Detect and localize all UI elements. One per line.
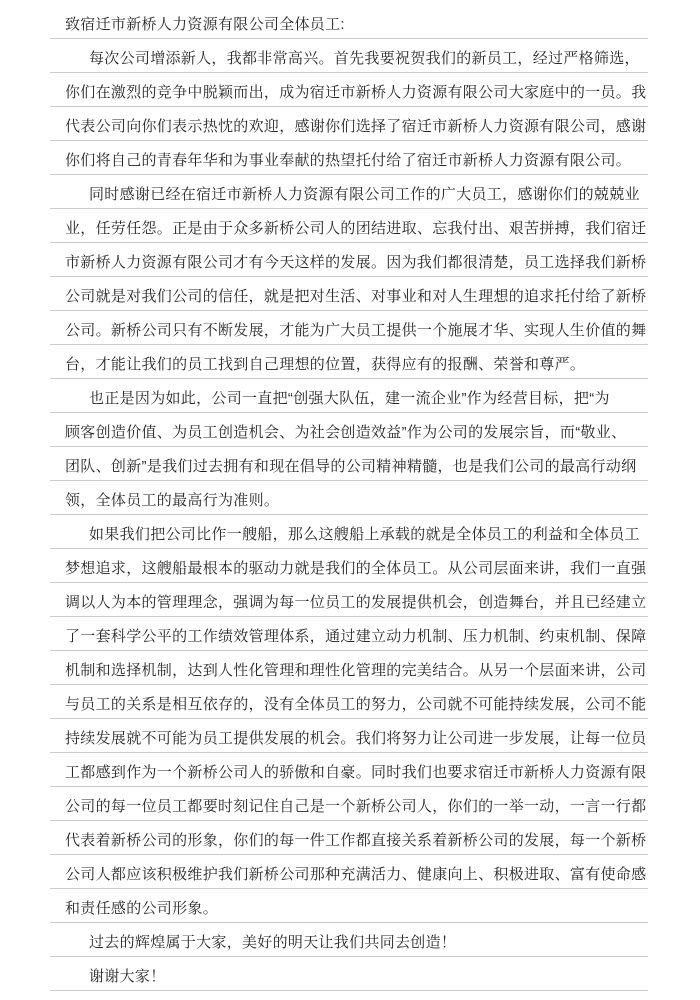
text-line-content: 致宿迁市新桥人力资源有限公司全体员工:: [65, 15, 345, 33]
text-line: [50, 923, 648, 957]
text-line-content: 台，才能让我们的员工找到自己理想的位置，获得应有的报酬、荣誉和尊严。: [65, 355, 586, 373]
text-line-content: 工都感到作为一个新桥公司人的骄傲和自豪。同时我们也要求宿迁市新桥人力资源有限: [65, 763, 647, 781]
text-line-content: 代表着新桥公司的形象，你们的每一件工作都直接关系着新桥公司的发展，每一个新桥: [65, 831, 647, 849]
text-line: [50, 719, 648, 753]
text-line: [50, 209, 648, 243]
text-line-content: 同时感谢已经在宿迁市新桥人力资源有限公司工作的广大员工，感谢你们的兢兢业: [89, 185, 640, 203]
text-line-content: 谢谢大家！: [89, 967, 166, 985]
text-line-content: 公司人都应该积极维护我们新桥公司那种充满活力、健康向上、积极进取、富有使命感: [65, 865, 647, 883]
text-line-content: 团队、创新”是我们过去拥有和现在倡导的公司精神精髓，也是我们公司的最高行动纲: [65, 457, 637, 475]
text-line-content: 和责任感的公司形象。: [65, 899, 219, 917]
text-line: [50, 413, 648, 447]
text-line-content: 代表公司向你们表示热忱的欢迎，感谢你们选择了宿迁市新桥人力资源有限公司，感谢: [65, 117, 647, 135]
text-line: [50, 243, 648, 277]
text-line: [50, 379, 648, 413]
text-line-content: 每次公司增添新人，我都非常高兴。首先我要祝贺我们的新员工，经过严格筛选，: [89, 49, 640, 67]
text-line: [50, 889, 648, 923]
text-line-content: 领，全体员工的最高行为准则。: [65, 491, 280, 509]
text-line-content: 公司就是对我们公司的信任，就是把对生活、对事业和对人生理想的追求托付给了新桥: [65, 287, 647, 305]
text-line-content: 持续发展就不可能为员工提供发展的机会。我们将努力让公司进一步发展，让每一位员: [65, 729, 647, 747]
text-line: [50, 141, 648, 175]
text-line: [50, 651, 648, 685]
text-line-content: 了一套科学公平的工作绩效管理体系，通过建立动力机制、压力机制、约束机制、保障: [65, 627, 647, 645]
text-line: [50, 549, 648, 583]
text-line: [50, 787, 648, 821]
text-line: [50, 447, 648, 481]
text-line-content: 也正是因为如此，公司一直把“创强大队伍，建一流企业”作为经营目标，把“为: [89, 389, 610, 407]
text-line: [50, 821, 648, 855]
salutation-line: [50, 5, 648, 39]
text-line: [50, 311, 648, 345]
text-line: [50, 175, 648, 209]
letter-body: [50, 5, 648, 991]
text-line-content: 机制和选择机制，达到人性化管理和理性化管理的完美结合。从另一个层面来讲，公司: [65, 661, 647, 679]
text-line: [50, 277, 648, 311]
text-line-content: 业，任劳任怨。正是由于众多新桥公司人的团结进取、忘我付出、艰苦拼搏，我们宿迁: [65, 219, 647, 237]
text-line-content: 公司。新桥公司只有不断发展，才能为广大员工提供一个施展才华、实现人生价值的舞: [65, 321, 647, 339]
text-line-content: 调以人为本的管理理念，强调为每一位员工的发展提供机会，创造舞台，并且已经建立: [65, 593, 647, 611]
text-line: [50, 481, 648, 515]
text-line-content: 与员工的关系是相互依存的，没有全体员工的努力，公司就不可能持续发展，公司不能: [65, 695, 647, 713]
text-line: [50, 73, 648, 107]
text-line: [50, 345, 648, 379]
text-line-content: 如果我们把公司比作一艘船，那么这艘船上承载的就是全体员工的利益和全体员工: [89, 525, 640, 543]
text-line: [50, 685, 648, 719]
text-line-content: 顾客创造价值、为员工创造机会、为社会创造效益”作为公司的发展宗旨，而“敬业、: [65, 423, 627, 441]
text-line-content: 市新桥人力资源有限公司才有今天这样的发展。因为我们都很清楚，员工选择我们新桥: [65, 253, 647, 271]
text-line: [50, 617, 648, 651]
text-line: [50, 107, 648, 141]
text-line: [50, 39, 648, 73]
text-line-content: 你们将自己的青春年华和为事业奉献的热望托付给了宿迁市新桥人力资源有限公司。: [65, 151, 632, 169]
text-line: [50, 583, 648, 617]
text-line: [50, 515, 648, 549]
text-line-content: 你们在激烈的竞争中脱颖而出，成为宿迁市新桥人力资源有限公司大家庭中的一员。我: [65, 83, 647, 101]
text-line-content: 过去的辉煌属于大家，美好的明天让我们共同去创造！: [89, 933, 457, 951]
text-line-content: 公司的每一位员工都要时刻记住自己是一个新桥公司人，你们的一举一动，一言一行都: [65, 797, 647, 815]
text-line: [50, 753, 648, 787]
text-line: [50, 957, 648, 991]
text-line: [50, 855, 648, 889]
text-line-content: 梦想追求，这艘船最根本的驱动力就是我们的全体员工。从公司层面来讲，我们一直强: [65, 559, 647, 577]
